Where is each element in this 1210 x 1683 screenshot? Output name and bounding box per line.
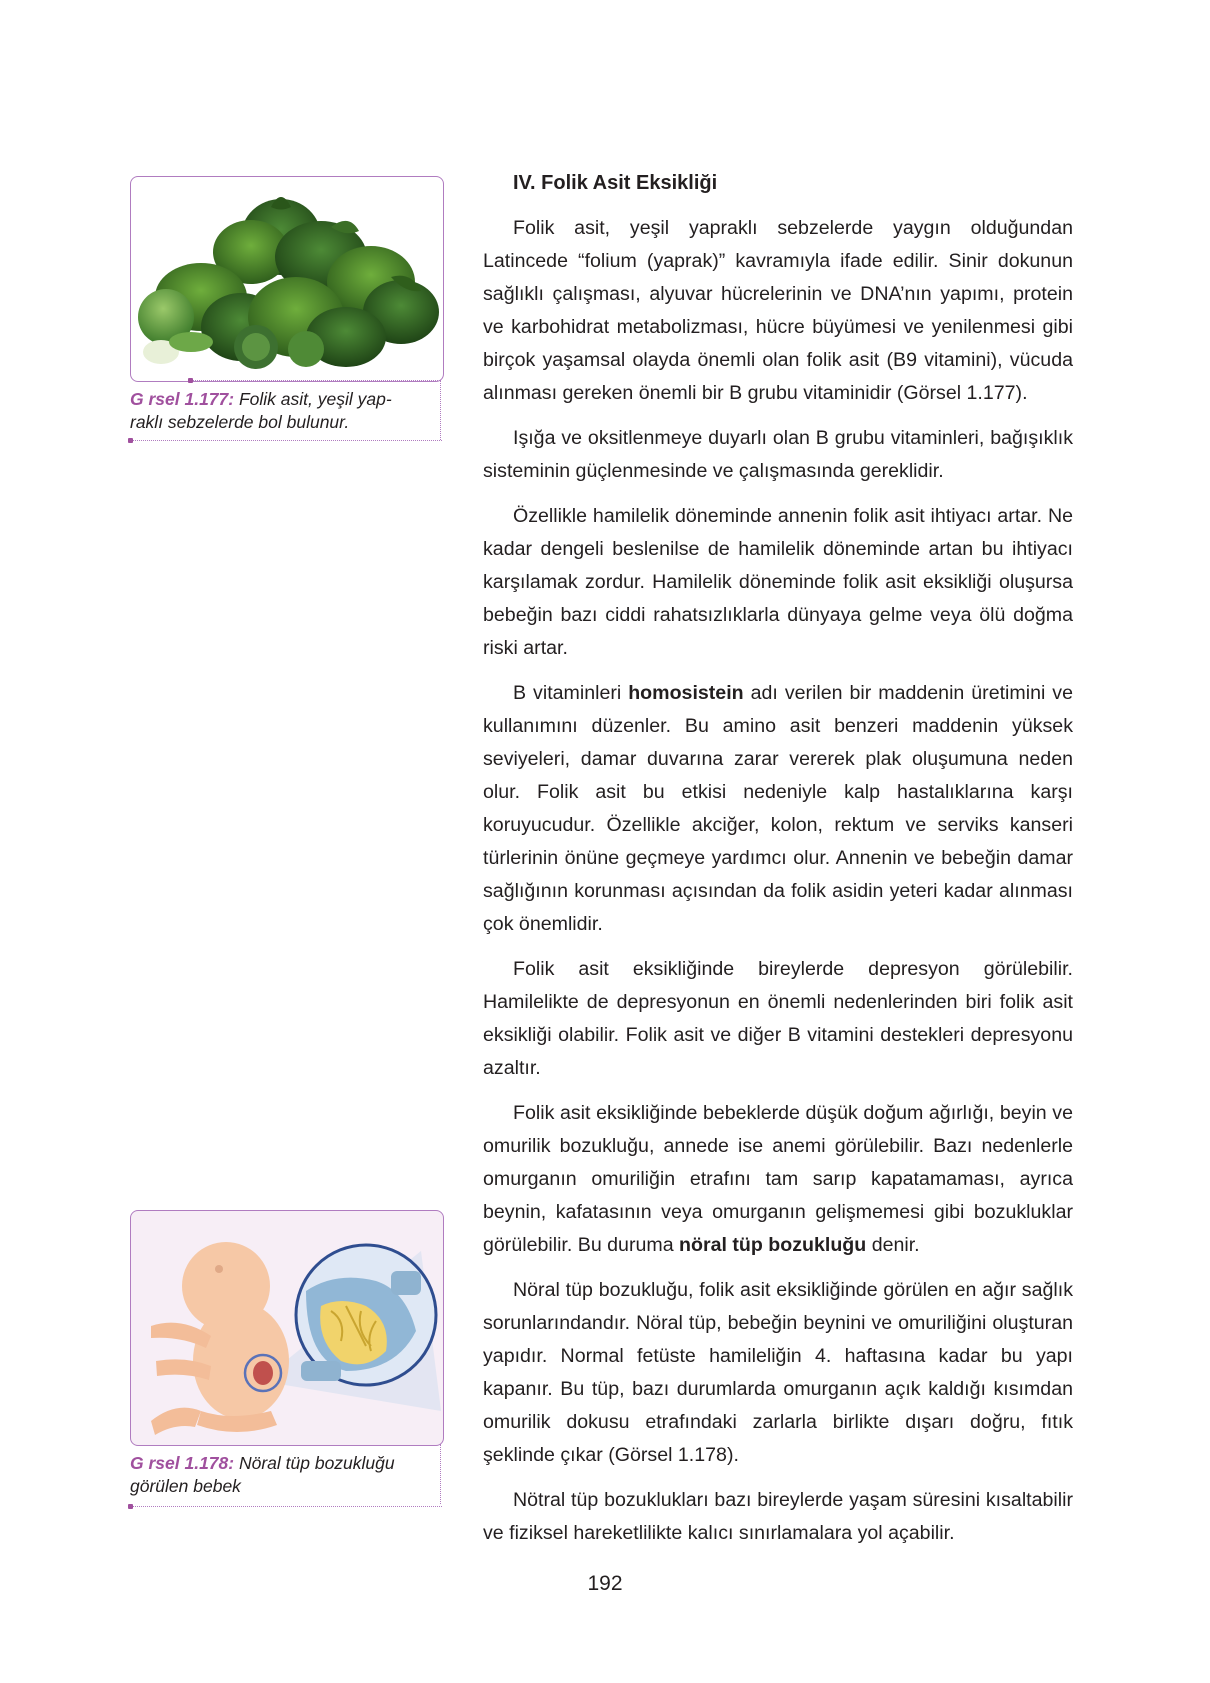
figure-label: G rsel 1.178:	[130, 1453, 235, 1473]
figure-label: G rsel 1.177:	[130, 389, 235, 409]
figure-caption-1177	[130, 382, 440, 440]
figure-leafy-greens	[130, 176, 444, 382]
caption-text: raklı sebzelerde bol bulunur.	[130, 412, 350, 432]
neural-tube-baby-image	[131, 1211, 443, 1445]
paragraph: Folik asit, yeşil yapraklı sebzelerde yaygın olduğundan Latincede “folium (yaprak)” kavramıyla ifade edilir. Sinir dokunun sağlıklı çalışması, alyuvar hücrelerinin ve DNA’nın yapımı, protein ve karbohidrat metabolizması, hücre büyümesi ve yenilenmesi gibi birçok yaşamsal olayda önemli olan folik asit (B9 vitamini), vücuda alınması gereken önemli bir B grubu vitaminidir (Görsel 1.177).	[483, 217, 1073, 404]
bold-term: nöral tüp bozukluğu	[679, 1234, 867, 1256]
page-number: 192	[587, 1572, 623, 1595]
section-heading: IV. Folik Asit Eksikliği	[513, 172, 718, 194]
paragraph: B vitaminleri homosistein adı verilen bir maddenin üretimini ve kullanımını düzenler. Bu amino asit benzeri maddenin yüksek seviyeleri, damar duvarına zarar vererek plak oluşumuna neden olur. Folik asit bu etkisi nedeniyle kalp hastalıklarına karşı koruyucudur. Özellikle akciğer, kolon, rektum ve serviks kanseri türlerinin önüne geçmeye yardımcı olur. Annenin ve bebeğin damar sağlığının korunması açısından da folik asidin yeteri kadar alınması çok önemlidir.	[483, 682, 1073, 935]
paragraph: Folik asit eksikliğinde bebeklerde düşük doğum ağırlığı, beyin ve omurilik bozukluğu, annede ise anemi görülebilir. Bazı nedenlerle omurganın omuriliğin etrafını tam sarıp kapatamaması, ayrıca beynin, kafatasının veya omurganın gelişmemesi gibi bozukluklar görülebilir. Bu duruma nöral tüp bozukluğu denir.	[483, 1102, 1073, 1256]
figure-caption-1178	[130, 1446, 440, 1504]
leafy-greens-image	[131, 177, 443, 381]
bold-term: homosistein	[628, 682, 744, 704]
caption-text: Folik asit, yeşil yap-	[234, 389, 392, 409]
paragraph: Işığa ve oksitlenmeye duyarlı olan B grubu vitaminleri, bağışıklık sisteminin güçlenmesinde ve çalışmasında gereklidir.	[483, 427, 1073, 482]
figure-neural-tube-baby	[130, 1210, 444, 1446]
paragraph: Folik asit eksikliğinde bireylerde depresyon görülebilir. Hamilelikte de depresyonun en önemli nedenlerinden biri folik asit eksikliği olabilir. Folik asit ve diğer B vitamini destekleri depresyonu azaltır.	[483, 958, 1073, 1079]
caption-text: görülen bebek	[130, 1476, 241, 1496]
paragraph: Özellikle hamilelik döneminde annenin folik asit ihtiyacı artar. Ne kadar dengeli beslenilse de hamilelik döneminde artan bu ihtiyacı karşılamak zordur. Hamilelik döneminde folik asit eksikliği oluşursa bebeğin bazı ciddi rahatsızlıklarla dünyaya gelme veya ölü doğma riski artar.	[483, 505, 1073, 659]
main-text-column	[483, 167, 1073, 1550]
paragraph: Nöral tüp bozukluğu, folik asit eksikliğinde görülen en ağır sağlık sorunlarındandır. Nöral tüp, bebeğin beynini ve omuriliğini oluşturan yapıdır. Normal fetüste hamileliğin 4. haftasına kadar bu yapı kapanır. Bu tüp, bazı durumlarda omurganın açık kaldığı kısımdan omurilik dokusu etrafındaki zarlarla birlikte dışarı doğru, fıtık şeklinde çıkar (Görsel 1.178).	[483, 1279, 1073, 1466]
paragraph: Nötral tüp bozuklukları bazı bireylerde yaşam süresini kısaltabilir ve fiziksel hareketlilikte kalıcı sınırlamalara yol açabilir.	[483, 1489, 1073, 1544]
caption-text: Nöral tüp bozukluğu	[234, 1453, 395, 1473]
